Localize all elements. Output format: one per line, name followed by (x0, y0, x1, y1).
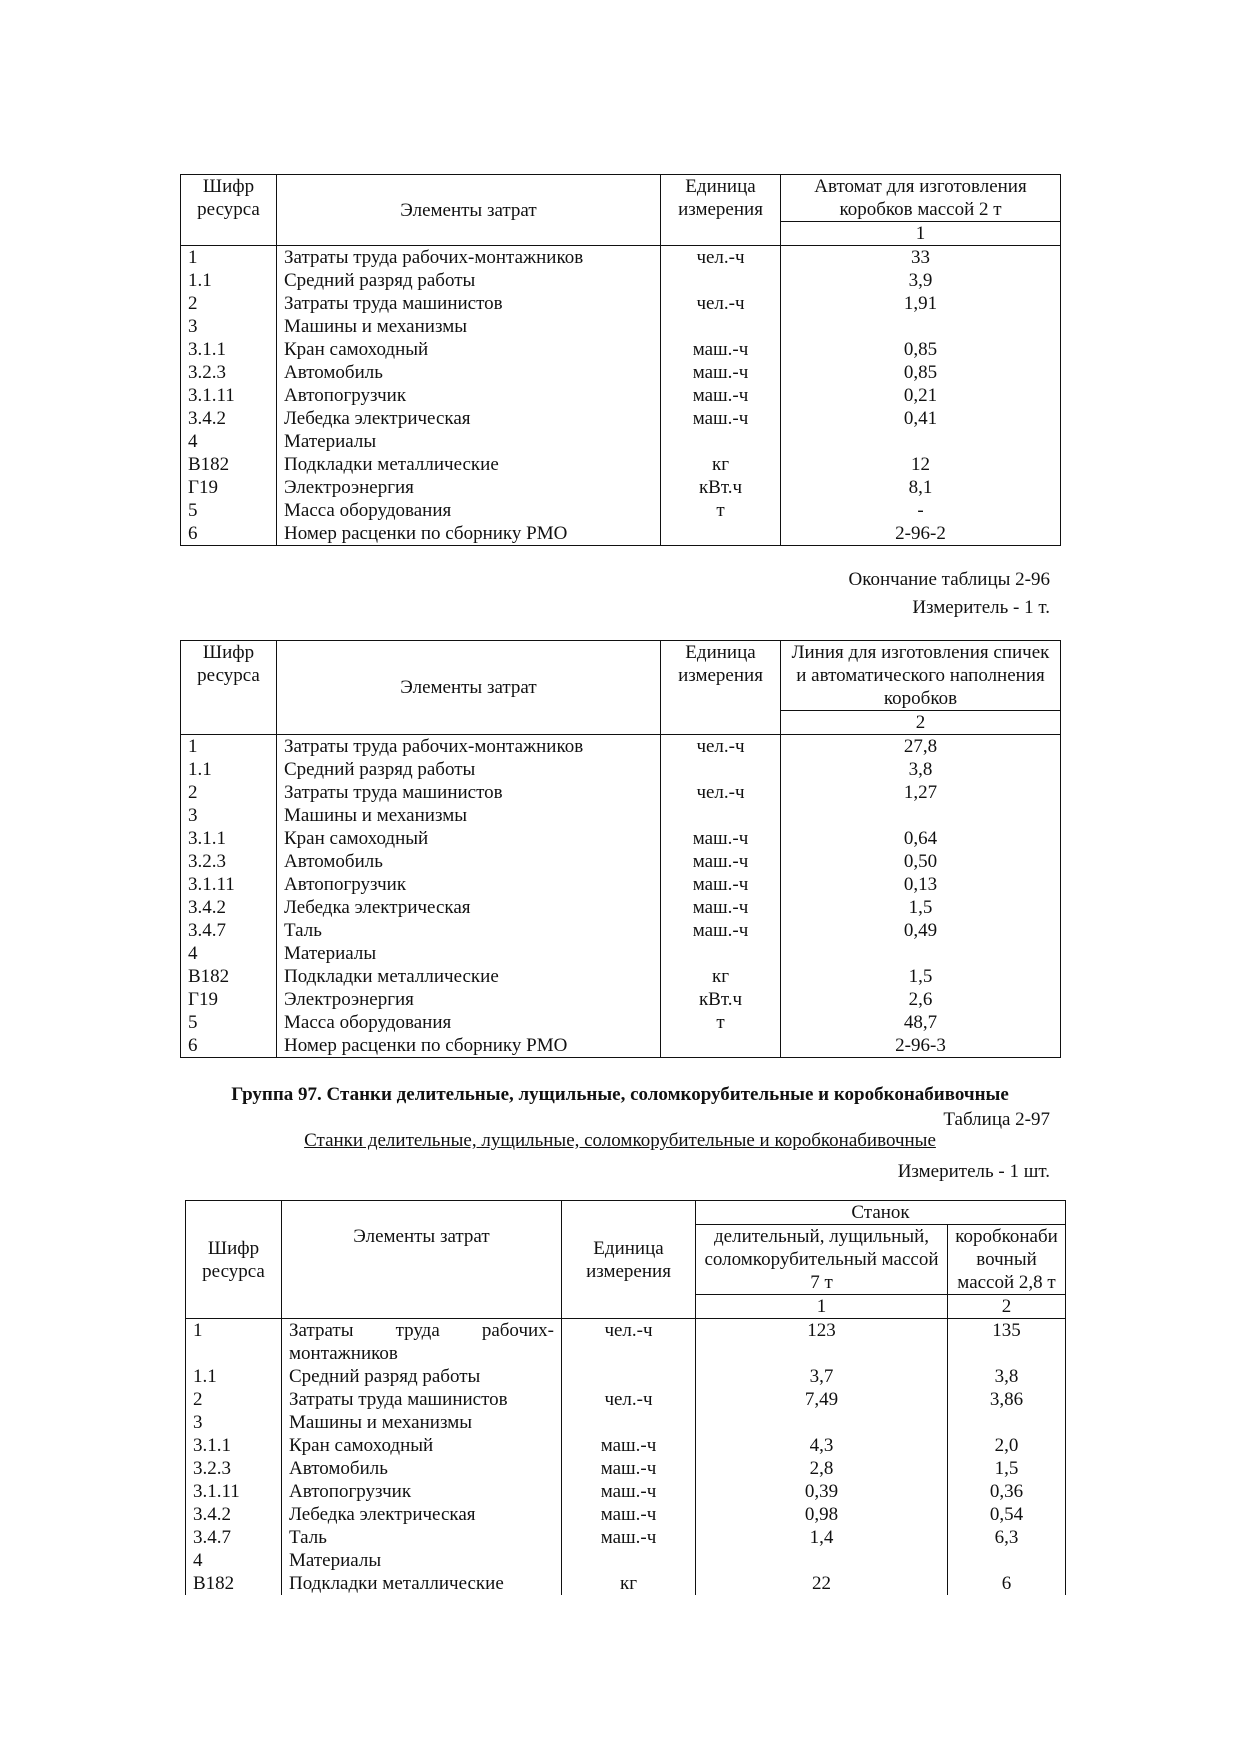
resource-code: 6 (181, 522, 277, 546)
cost-element: Средний разряд работы (282, 1365, 562, 1388)
cost-element: Кран самоходный (282, 1434, 562, 1457)
table-row (181, 315, 1061, 338)
value-1: 0,39 (696, 1480, 948, 1503)
cost-element: Лебедка электрическая (277, 896, 661, 919)
value (781, 942, 1061, 965)
value-2: 1,5 (948, 1457, 1066, 1480)
continuation-label: Окончание таблицы 2-96 (848, 569, 1050, 590)
value: 1,5 (781, 965, 1061, 988)
table-row (181, 988, 1061, 1011)
unit: кг (661, 965, 781, 988)
value: 2,6 (781, 988, 1061, 1011)
resource-code: 2 (186, 1388, 282, 1411)
table-row (181, 827, 1061, 850)
header-unit: Единица измерения (661, 175, 781, 246)
table-row (181, 292, 1061, 315)
table-row (186, 1526, 1066, 1549)
unit: маш.-ч (661, 338, 781, 361)
cost-element: Подкладки металлические (277, 453, 661, 476)
resource-code: 3.1.1 (181, 338, 277, 361)
value: 0,41 (781, 407, 1061, 430)
unit: чел.-ч (661, 292, 781, 315)
table-row (181, 269, 1061, 292)
cost-element-line: монтажников (289, 1343, 398, 1364)
resource-code: В182 (181, 965, 277, 988)
value-1: 22 (696, 1572, 948, 1595)
resource-table-2-96-2 (180, 174, 1061, 546)
value-1: 4,3 (696, 1434, 948, 1457)
table-body (186, 1319, 1066, 1596)
table-row (186, 1549, 1066, 1572)
header-unit: Единица измерения (562, 1201, 696, 1319)
value-2 (948, 1411, 1066, 1434)
table-row (181, 804, 1061, 827)
resource-code: 1 (181, 246, 277, 270)
cost-element: Таль (277, 919, 661, 942)
resource-code: 1.1 (186, 1365, 282, 1388)
table-row (186, 1319, 1066, 1366)
table-row (181, 453, 1061, 476)
table-body (181, 735, 1061, 1058)
unit: маш.-ч (562, 1526, 696, 1549)
value-1: 3,7 (696, 1365, 948, 1388)
header-column-title-2: коробконаби вочный массой 2,8 т (948, 1225, 1066, 1295)
value: 3,9 (781, 269, 1061, 292)
unit: маш.-ч (661, 873, 781, 896)
header-code: Шифр ресурса (186, 1201, 282, 1319)
value-2: 0,36 (948, 1480, 1066, 1503)
value: 2-96-2 (781, 522, 1061, 546)
resource-code: 1.1 (181, 269, 277, 292)
cost-element: Машины и механизмы (282, 1411, 562, 1434)
unit: т (661, 499, 781, 522)
value-1 (696, 1549, 948, 1572)
measure-label: Измеритель - 1 т. (912, 597, 1050, 618)
cost-element: Номер расценки по сборнику РМО (277, 1034, 661, 1058)
value: 3,8 (781, 758, 1061, 781)
cost-element: Машины и механизмы (277, 804, 661, 827)
unit: т (661, 1011, 781, 1034)
table-row (186, 1365, 1066, 1388)
value (781, 315, 1061, 338)
value: 12 (781, 453, 1061, 476)
unit: чел.-ч (562, 1388, 696, 1411)
unit: маш.-ч (562, 1457, 696, 1480)
table-row (186, 1434, 1066, 1457)
cost-element: Автомобиль (282, 1457, 562, 1480)
value: 1,91 (781, 292, 1061, 315)
value-2: 3,8 (948, 1365, 1066, 1388)
value-1: 123 (696, 1319, 948, 1366)
value: 48,7 (781, 1011, 1061, 1034)
unit: кг (661, 453, 781, 476)
value (781, 430, 1061, 453)
resource-code: 3 (181, 804, 277, 827)
cost-element: Затраты труда машинистов (277, 781, 661, 804)
table-row (186, 1457, 1066, 1480)
unit (562, 1365, 696, 1388)
cost-element: Кран самоходный (277, 827, 661, 850)
cost-element: Материалы (277, 430, 661, 453)
resource-code: 4 (181, 942, 277, 965)
value: 8,1 (781, 476, 1061, 499)
table-row (181, 430, 1061, 453)
table-row (181, 758, 1061, 781)
cost-element: Автопогрузчик (277, 873, 661, 896)
unit: чел.-ч (661, 246, 781, 270)
cost-element: Электроэнергия (277, 476, 661, 499)
resource-code: 3.1.11 (186, 1480, 282, 1503)
value (781, 804, 1061, 827)
resource-code: 5 (181, 1011, 277, 1034)
cost-element: Подкладки металлические (282, 1572, 562, 1595)
measure-label: Измеритель - 1 шт. (897, 1161, 1050, 1182)
cost-element: Масса оборудования (277, 499, 661, 522)
value-1: 1,4 (696, 1526, 948, 1549)
value-2 (948, 1549, 1066, 1572)
table-row (181, 476, 1061, 499)
header-column-title: Линия для изготовления спичек и автоматического наполнения коробков (781, 641, 1061, 711)
table-row (186, 1503, 1066, 1526)
unit: чел.-ч (661, 781, 781, 804)
value-1: 2,8 (696, 1457, 948, 1480)
unit (661, 522, 781, 546)
unit: маш.-ч (661, 919, 781, 942)
unit: маш.-ч (661, 850, 781, 873)
value: 0,21 (781, 384, 1061, 407)
resource-code: 3.4.2 (181, 407, 277, 430)
table-row (181, 942, 1061, 965)
table-row (181, 781, 1061, 804)
resource-code: 1 (181, 735, 277, 759)
unit (661, 1034, 781, 1058)
unit: кВт.ч (661, 476, 781, 499)
resource-code: 3.1.11 (181, 873, 277, 896)
unit (661, 269, 781, 292)
cost-element: Автомобиль (277, 361, 661, 384)
unit: кВт.ч (661, 988, 781, 1011)
value: 0,49 (781, 919, 1061, 942)
resource-code: 3.1.11 (181, 384, 277, 407)
resource-code: 1.1 (181, 758, 277, 781)
value: 0,50 (781, 850, 1061, 873)
unit: чел.-ч (562, 1319, 696, 1366)
table-row (181, 896, 1061, 919)
table-row (181, 1034, 1061, 1058)
cost-element: Затраты труда машинистов (277, 292, 661, 315)
value: 0,13 (781, 873, 1061, 896)
unit: маш.-ч (562, 1434, 696, 1457)
table-row (181, 919, 1061, 942)
table-row (181, 965, 1061, 988)
group-title: Группа 97. Станки делительные, лущильные, соломкорубительные и коробконабивочные (231, 1084, 1009, 1105)
table-row (186, 1411, 1066, 1434)
table-row (181, 1011, 1061, 1034)
header-column-number-2: 2 (948, 1295, 1066, 1319)
unit: маш.-ч (562, 1503, 696, 1526)
value-1: 0,98 (696, 1503, 948, 1526)
resource-code: 4 (181, 430, 277, 453)
table-body (181, 246, 1061, 546)
cost-element: Затраты труда рабочих-монтажников (277, 246, 661, 270)
header-column-title-1: делительный, лущильный, соломкорубительный массой 7 т (696, 1225, 948, 1295)
resource-code: 3.1.1 (186, 1434, 282, 1457)
resource-code: 3.4.2 (186, 1503, 282, 1526)
value: 0,64 (781, 827, 1061, 850)
unit: маш.-ч (562, 1480, 696, 1503)
value: 0,85 (781, 338, 1061, 361)
unit: маш.-ч (661, 384, 781, 407)
resource-table-2-97 (185, 1200, 1066, 1595)
resource-code: 3 (186, 1411, 282, 1434)
resource-code: В182 (181, 453, 277, 476)
table-row (181, 407, 1061, 430)
value-2: 2,0 (948, 1434, 1066, 1457)
resource-code: 3.2.3 (186, 1457, 282, 1480)
table-row (181, 338, 1061, 361)
value-2: 6 (948, 1572, 1066, 1595)
value: - (781, 499, 1061, 522)
resource-table-2-96-3 (180, 640, 1061, 1058)
cost-element: Машины и механизмы (277, 315, 661, 338)
resource-code: 3.2.3 (181, 361, 277, 384)
table-row (181, 246, 1061, 270)
unit: маш.-ч (661, 361, 781, 384)
resource-code: 3 (181, 315, 277, 338)
resource-code: 3.2.3 (181, 850, 277, 873)
header-column-number-1: 1 (696, 1295, 948, 1319)
unit (562, 1411, 696, 1434)
table-row (181, 735, 1061, 759)
resource-code: 2 (181, 781, 277, 804)
header-code: Шифр ресурса (181, 175, 277, 246)
cost-element: Автопогрузчик (277, 384, 661, 407)
header-column-number: 1 (781, 222, 1061, 246)
resource-code: 3.1.1 (181, 827, 277, 850)
value-2: 135 (948, 1319, 1066, 1366)
resource-code: 1 (186, 1319, 282, 1366)
resource-code: 3.4.7 (181, 919, 277, 942)
resource-code: 3.4.7 (186, 1526, 282, 1549)
cost-element: Затраты труда рабочих-монтажников (277, 735, 661, 759)
header-group-machine: Станок (696, 1201, 1066, 1225)
table-continuation-note (849, 566, 1051, 622)
header-column-number: 2 (781, 711, 1061, 735)
table-row (181, 873, 1061, 896)
cost-element: Затраты труда машинистов (282, 1388, 562, 1411)
header-elements: Элементы затрат (277, 641, 661, 735)
table-row (181, 522, 1061, 546)
cost-element: Средний разряд работы (277, 758, 661, 781)
unit (661, 804, 781, 827)
table-row (186, 1388, 1066, 1411)
cost-element: Автопогрузчик (282, 1480, 562, 1503)
unit: маш.-ч (661, 827, 781, 850)
unit (661, 758, 781, 781)
resource-code: Г19 (181, 476, 277, 499)
cost-element: Лебедка электрическая (277, 407, 661, 430)
cost-element: Лебедка электрическая (282, 1503, 562, 1526)
value: 1,27 (781, 781, 1061, 804)
value-1 (696, 1411, 948, 1434)
table-row (186, 1480, 1066, 1503)
value-1: 7,49 (696, 1388, 948, 1411)
cost-element: Автомобиль (277, 850, 661, 873)
unit (661, 942, 781, 965)
table-label: Таблица 2-97 (943, 1109, 1050, 1130)
value: 0,85 (781, 361, 1061, 384)
resource-code: 6 (181, 1034, 277, 1058)
value: 1,5 (781, 896, 1061, 919)
cost-element: Электроэнергия (277, 988, 661, 1011)
unit: маш.-ч (661, 407, 781, 430)
header-elements: Элементы затрат (282, 1201, 562, 1319)
resource-code: 4 (186, 1549, 282, 1572)
value: 2-96-3 (781, 1034, 1061, 1058)
cost-element: Номер расценки по сборнику РМО (277, 522, 661, 546)
table-row (181, 850, 1061, 873)
unit: маш.-ч (661, 896, 781, 919)
unit (661, 430, 781, 453)
resource-code: 5 (181, 499, 277, 522)
resource-code: 3.4.2 (181, 896, 277, 919)
value: 33 (781, 246, 1061, 270)
header-code: Шифр ресурса (181, 641, 277, 735)
table-row (181, 361, 1061, 384)
resource-code: Г19 (181, 988, 277, 1011)
resource-code: 2 (181, 292, 277, 315)
header-column-title: Автомат для изготовления коробков массой 2 т (781, 175, 1061, 222)
table-row (181, 499, 1061, 522)
unit (562, 1549, 696, 1572)
cost-element: Средний разряд работы (277, 269, 661, 292)
cost-element: Материалы (282, 1549, 562, 1572)
unit: чел.-ч (661, 735, 781, 759)
value-2: 6,3 (948, 1526, 1066, 1549)
header-elements: Элементы затрат (277, 175, 661, 246)
table-row (186, 1572, 1066, 1595)
table-row (181, 384, 1061, 407)
value-2: 0,54 (948, 1503, 1066, 1526)
cost-element: Масса оборудования (277, 1011, 661, 1034)
cost-element: Материалы (277, 942, 661, 965)
header-unit: Единица измерения (661, 641, 781, 735)
value: 27,8 (781, 735, 1061, 759)
resource-code: В182 (186, 1572, 282, 1595)
table-subtitle: Станки делительные, лущильные, соломкорубительные и коробконабивочные (304, 1130, 936, 1151)
cost-element: Подкладки металлические (277, 965, 661, 988)
cost-element (282, 1319, 562, 1366)
unit (661, 315, 781, 338)
value-2: 3,86 (948, 1388, 1066, 1411)
unit: кг (562, 1572, 696, 1595)
cost-element: Кран самоходный (277, 338, 661, 361)
cost-element-line: Затраты труда рабочих- (289, 1320, 554, 1341)
cost-element: Таль (282, 1526, 562, 1549)
